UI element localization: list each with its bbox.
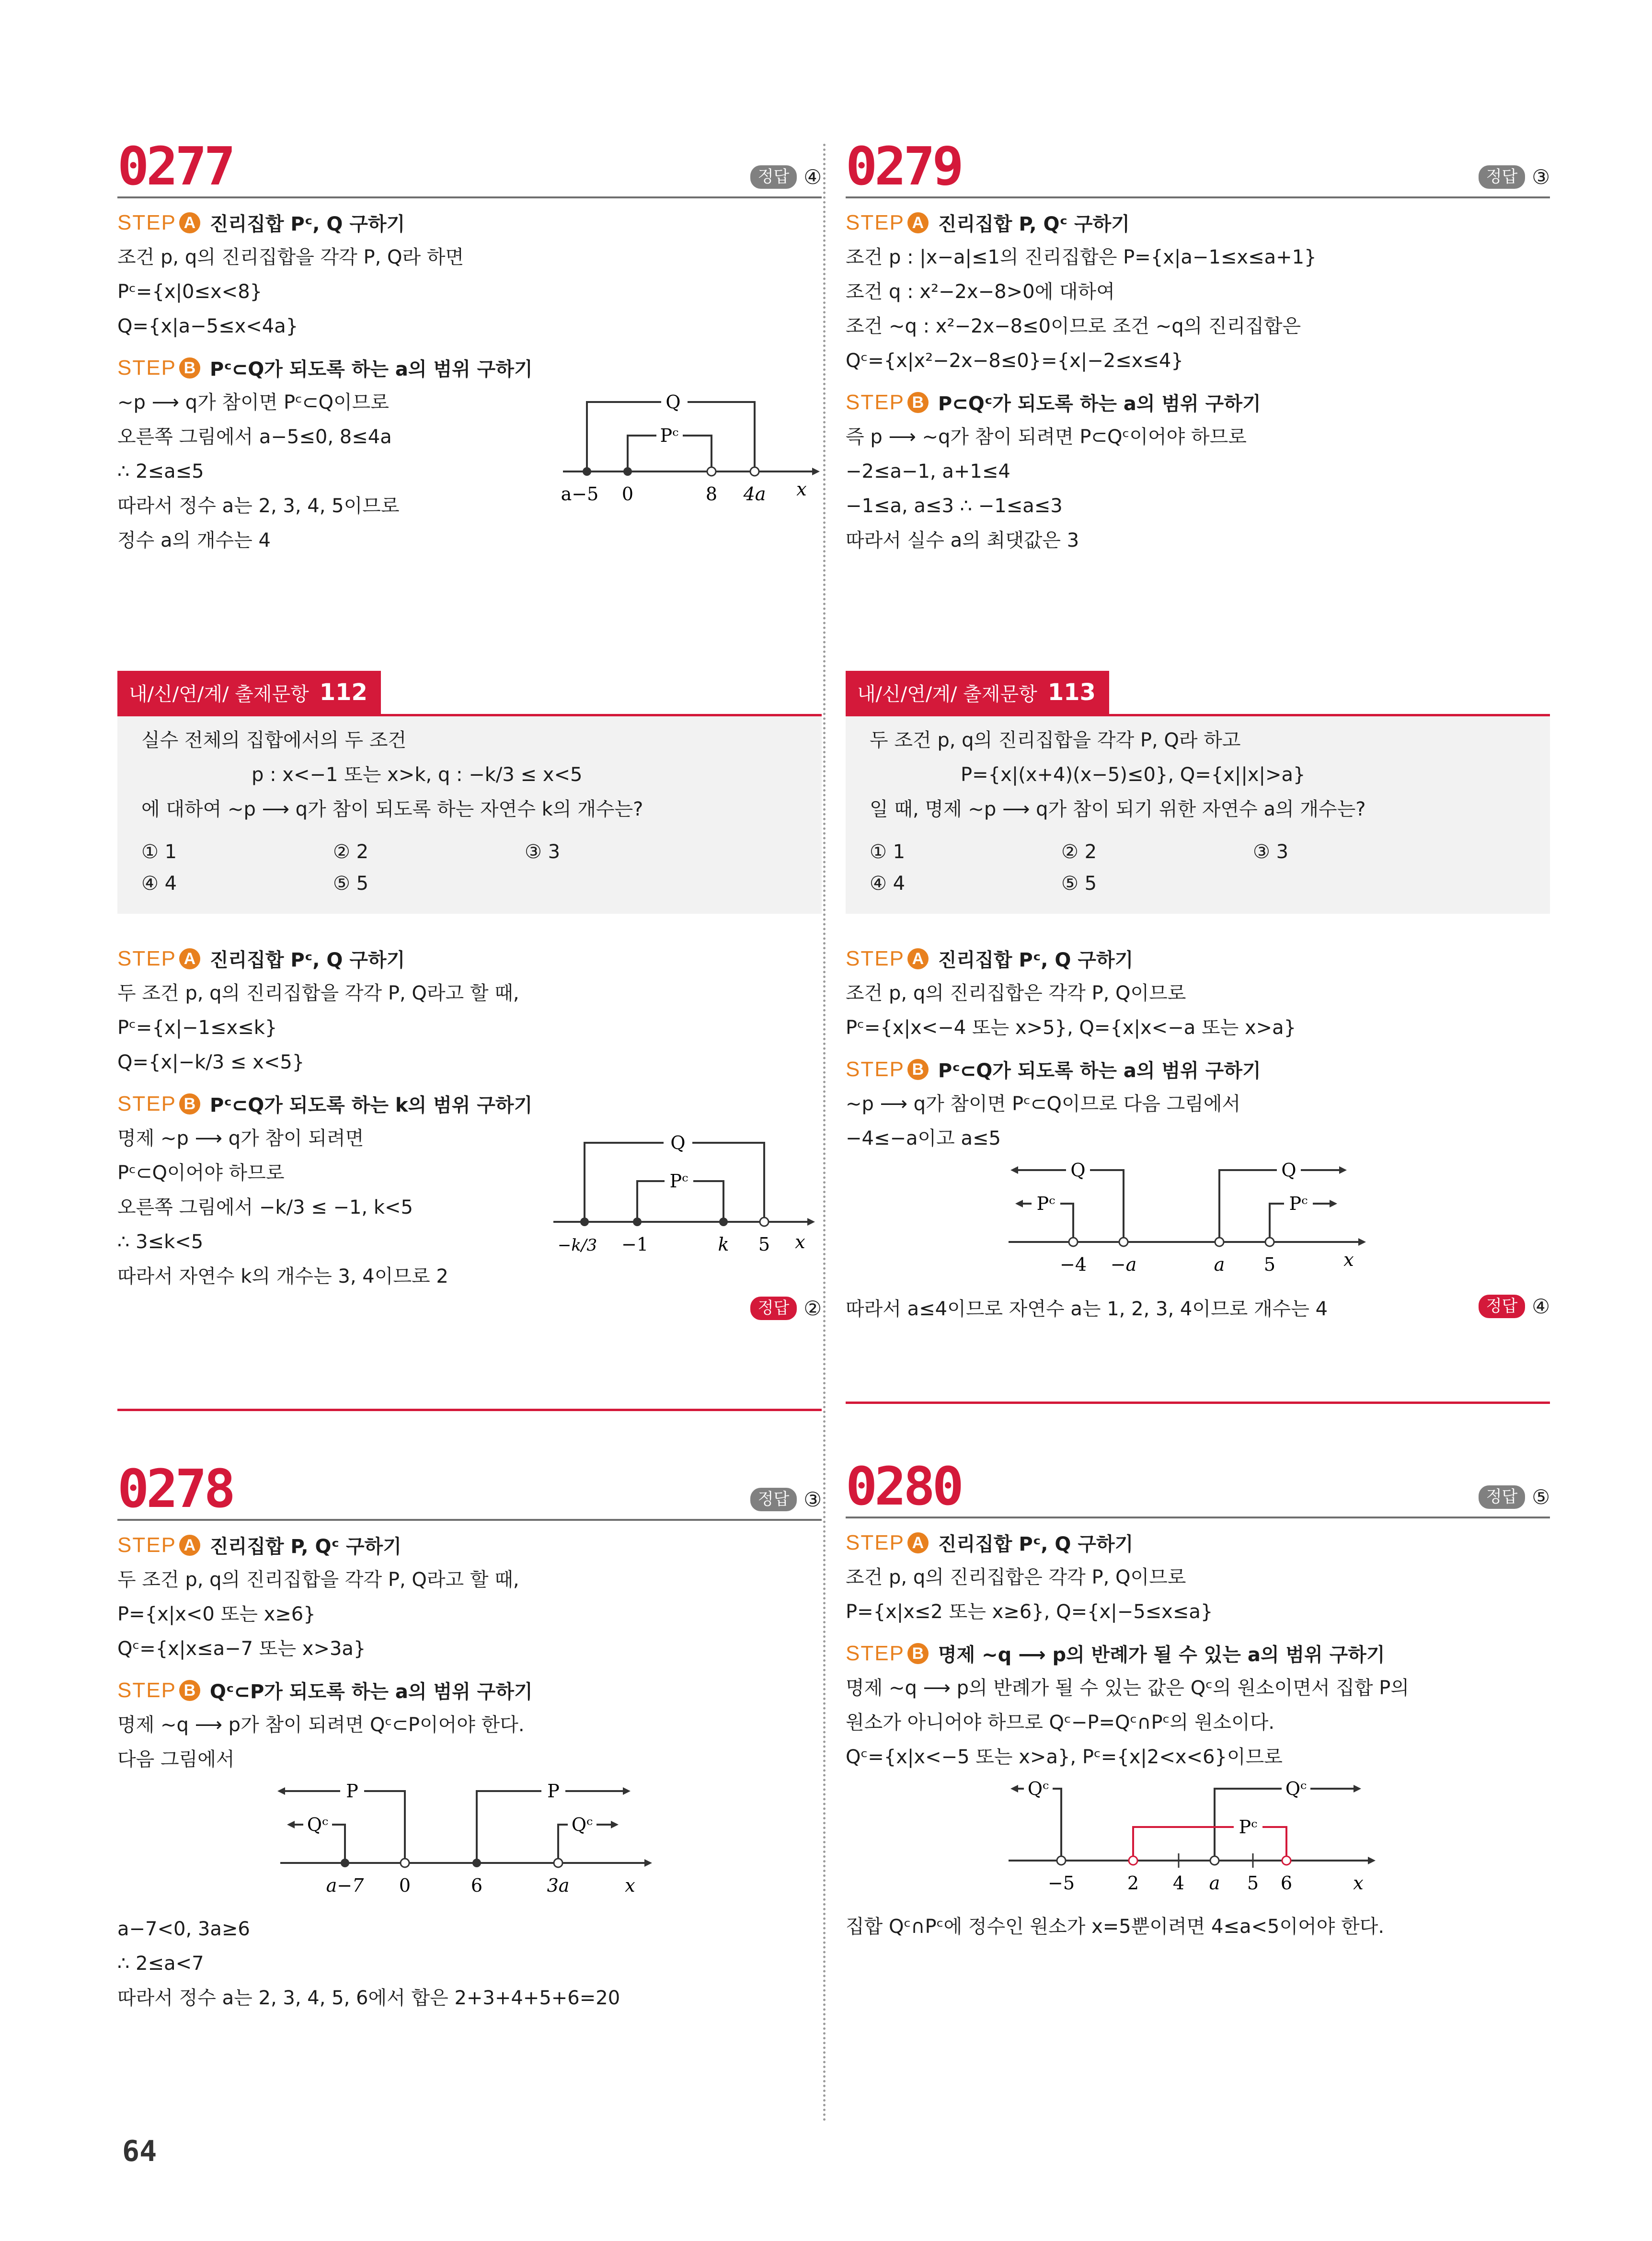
step-a-body (117, 976, 822, 1080)
solution-line: Pᶜ={x|−1≤x≤k} (117, 1017, 277, 1039)
step-title: 진리집합 Pᶜ, Q 구하기 (938, 949, 1134, 971)
step-tag: STEP B (117, 1678, 200, 1702)
answer-value: ② (803, 1297, 822, 1320)
solution-line: Pᶜ⊂Q이어야 하므로 (117, 1162, 285, 1184)
set-pc-label: Pᶜ (660, 425, 679, 446)
solution-line: 따라서 실수 a의 최댓값은 3 (846, 529, 1079, 552)
solution-113 (846, 934, 1550, 1326)
step-b-body (117, 385, 822, 558)
step-b-heading (117, 354, 822, 381)
box-header (117, 671, 822, 716)
solution-line: 오른쪽 그림에서 a−5≤0, 8≤4a (117, 426, 392, 448)
choice[interactable]: ③ 3 (525, 841, 561, 863)
conclusion (846, 1292, 1550, 1326)
set-pc-label: Pᶜ (1289, 1193, 1308, 1214)
step-a-heading (117, 945, 822, 972)
answer-indicator (750, 1488, 822, 1511)
problem-header (846, 137, 1550, 198)
choice[interactable]: ④ 4 (141, 873, 177, 895)
question-line: 두 조건 p, q의 진리집합을 각각 P, Q라 하고 (870, 729, 1241, 751)
page-number: 64 (122, 2135, 157, 2168)
tick-label: k (718, 1234, 729, 1255)
solution-line: 다음 그림에서 (117, 1748, 235, 1770)
set-pc-label: Pᶜ (669, 1171, 688, 1192)
number-line-diagram (1004, 1774, 1550, 1906)
tick-label: −a (1110, 1254, 1137, 1275)
set-p-label: P (346, 1781, 358, 1802)
step-tag: STEP B (846, 391, 929, 414)
solution-line: 명제 ~q ⟶ p의 반례가 될 수 있는 값은 Qᶜ의 원소이면서 집합 P의 (846, 1677, 1410, 1699)
solution-line: Qᶜ={x|x≤a−7 또는 x>3a} (117, 1638, 366, 1660)
step-title: Pᶜ⊂Q가 되도록 하는 a의 범위 구하기 (209, 358, 533, 380)
solution-line: 따라서 a≤4이므로 자연수 a는 1, 2, 3, 4이므로 개수는 4 (846, 1298, 1328, 1320)
solution-line: 따라서 자연수 k의 개수는 3, 4이므로 2 (117, 1265, 448, 1287)
solution-line: ∴ 3≤k<5 (117, 1231, 204, 1253)
divider (846, 1402, 1550, 1404)
step-tag: STEP A (117, 1533, 200, 1557)
step-title: 명제 ~q ⟶ p의 반례가 될 수 있는 a의 범위 구하기 (938, 1644, 1385, 1666)
step-letter-icon: A (179, 212, 200, 233)
step-a-heading (846, 945, 1550, 972)
choices (141, 836, 798, 899)
step-tag: STEP A (846, 211, 929, 235)
step-tag: STEP B (846, 1642, 929, 1666)
axis-label: x (795, 1231, 805, 1253)
answer-badge: 정답 (750, 1488, 797, 1511)
tick-label: 6 (1280, 1873, 1293, 1894)
solution-line: 조건 p, q의 진리집합은 각각 P, Q이므로 (846, 1566, 1186, 1588)
solution-line: 따라서 정수 a는 2, 3, 4, 5, 6에서 합은 2+3+4+5+6=20 (117, 1987, 620, 2009)
question-line: 에 대하여 ~p ⟶ q가 참이 되도록 하는 자연수 k의 개수는? (141, 798, 643, 820)
solution-line: 조건 p, q의 진리집합을 각각 P, Q라 하면 (117, 246, 464, 268)
problem-0279 (846, 137, 1550, 558)
tick-label: 0 (621, 483, 634, 505)
number-line-diagram (1004, 1156, 1550, 1287)
solution-line: Q={x|a−5≤x<4a} (117, 315, 298, 337)
tick-label: −4 (1059, 1254, 1087, 1275)
set-qc-label: Qᶜ (307, 1814, 329, 1835)
tick-label: 0 (399, 1875, 411, 1896)
answer-indicator (750, 165, 822, 189)
answer-value: ⑤ (1532, 1486, 1550, 1508)
solution-line: Q={x|−k/3 ≤ x<5} (117, 1051, 305, 1073)
step-letter-icon: B (179, 357, 200, 379)
solution-line: 명제 ~q ⟶ p가 참이 되려면 Qᶜ⊂P이어야 한다. (117, 1714, 525, 1736)
problem-0277 (117, 137, 822, 558)
step-title: P⊂Qᶜ가 되도록 하는 a의 범위 구하기 (938, 393, 1261, 415)
answer-value: ③ (803, 1488, 822, 1511)
number-line-diagram (544, 1121, 822, 1276)
step-letter-icon: B (907, 1059, 929, 1080)
solution-line: 오른쪽 그림에서 −k/3 ≤ −1, k<5 (117, 1196, 413, 1218)
tick-label: −1 (621, 1234, 649, 1255)
conclusion (846, 1909, 1550, 1944)
choice[interactable]: ② 2 (333, 841, 369, 863)
number-line-diagram (553, 385, 822, 517)
solution-line: 즉 p ⟶ ~q가 참이 되려면 P⊂Qᶜ이어야 하므로 (846, 426, 1247, 448)
step-a-heading (117, 209, 822, 236)
choices (870, 836, 1526, 899)
solution-line: 두 조건 p, q의 진리집합을 각각 P, Q라고 할 때, (117, 982, 519, 1004)
problem-header (117, 137, 822, 198)
answer-badge: 정답 (1479, 1295, 1526, 1318)
solution-line: P={x|x≤2 또는 x≥6}, Q={x|−5≤x≤a} (846, 1601, 1213, 1623)
solution-line: 원소가 아니어야 하므로 Qᶜ−P=Qᶜ∩Pᶜ의 원소이다. (846, 1712, 1275, 1734)
problem-0280 (846, 1457, 1550, 1944)
tick-label: a−5 (561, 483, 599, 505)
solution-line: −4≤−a이고 a≤5 (846, 1127, 1001, 1149)
tick-label: 4 (1172, 1873, 1185, 1894)
related-problem-box-113 (846, 671, 1550, 914)
tick-label: −k/3 (557, 1236, 597, 1255)
answer-indicator (1479, 1485, 1550, 1509)
solution-line: 명제 ~p ⟶ q가 참이 되려면 (117, 1127, 364, 1149)
set-qc-label: Qᶜ (1285, 1778, 1307, 1799)
set-qc-label: Qᶜ (571, 1814, 593, 1835)
solution-line: Pᶜ={x|0≤x<8} (117, 281, 263, 303)
step-a-body (846, 1560, 1550, 1629)
step-a-heading (117, 1531, 822, 1559)
step-tag: STEP B (117, 356, 200, 380)
problem-number: 0278 (117, 1458, 233, 1519)
step-b-heading (117, 1090, 822, 1117)
answer-value: ④ (1532, 1295, 1550, 1318)
solution-line: 조건 p, q의 진리집합은 각각 P, Q이므로 (846, 982, 1186, 1004)
solution-line: 정수 a의 개수는 4 (117, 529, 271, 552)
step-tag: STEP A (117, 947, 200, 971)
step-letter-icon: A (907, 212, 929, 233)
step-tag: STEP B (846, 1057, 929, 1081)
tick-label: 2 (1127, 1873, 1139, 1894)
solution-line: 따라서 정수 a는 2, 3, 4, 5이므로 (117, 495, 400, 517)
tick-label: a (1209, 1873, 1220, 1894)
step-title: 진리집합 Pᶜ, Q 구하기 (209, 213, 405, 235)
step-a-body (117, 1563, 822, 1666)
answer-indicator (1479, 165, 1550, 189)
step-letter-icon: B (179, 1680, 200, 1701)
answer-indicator (1479, 1295, 1550, 1318)
set-qc-label: Qᶜ (1027, 1778, 1049, 1799)
choice[interactable]: ⑤ 5 (333, 873, 369, 895)
problem-header (846, 1457, 1550, 1518)
step-title: Qᶜ⊂P가 되도록 하는 a의 범위 구하기 (209, 1681, 533, 1703)
set-pc-label: Pᶜ (1239, 1816, 1258, 1838)
answer-badge: 정답 (1479, 1485, 1526, 1509)
tick-label: 3a (547, 1875, 570, 1896)
tick-label: 6 (470, 1875, 483, 1896)
step-a-heading (846, 1529, 1550, 1556)
box-number: 112 (319, 679, 367, 706)
step-tag: STEP A (846, 947, 929, 971)
step-letter-icon: B (179, 1093, 200, 1115)
step-a-body (846, 240, 1550, 378)
step-tag: STEP A (846, 1531, 929, 1555)
question-line: 일 때, 명제 ~p ⟶ q가 참이 되기 위한 자연수 a의 개수는? (870, 798, 1366, 820)
related-problem-box-112 (117, 671, 822, 914)
set-q-label: Q (670, 1132, 686, 1153)
solution-line: ~p ⟶ q가 참이면 Pᶜ⊂Q이므로 (117, 391, 389, 414)
solution-line: a−7<0, 3a≥6 (117, 1918, 250, 1940)
divider (117, 1409, 822, 1411)
step-b-heading (117, 1677, 822, 1704)
axis-label: x (796, 479, 807, 500)
solution-line: ~p ⟶ q가 참이면 Pᶜ⊂Q이므로 다음 그림에서 (846, 1093, 1241, 1115)
solution-line: 조건 ~q : x²−2x−8≤0이므로 조건 ~q의 진리집합은 (846, 315, 1301, 337)
answer-indicator (117, 1297, 822, 1320)
tick-label: 4a (743, 483, 766, 505)
tick-label: 8 (705, 483, 718, 505)
step-a-body (846, 976, 1550, 1045)
answer-badge: 정답 (750, 165, 797, 189)
box-body (117, 716, 822, 914)
tick-label: 5 (1263, 1254, 1276, 1275)
choice[interactable]: ③ 3 (1253, 841, 1289, 863)
problem-number: 0279 (846, 136, 961, 197)
solution-line: 조건 q : x²−2x−8>0에 대하여 (846, 281, 1115, 303)
tick-label: 5 (1247, 1873, 1259, 1894)
tick-label: a (1214, 1254, 1225, 1275)
answer-badge: 정답 (1479, 165, 1526, 189)
step-b-body (846, 1087, 1550, 1156)
choice[interactable]: ④ 4 (870, 873, 906, 895)
step-letter-icon: A (179, 948, 200, 969)
problem-number: 0280 (846, 1456, 961, 1517)
answer-value: ③ (1532, 166, 1550, 188)
step-title: Pᶜ⊂Q가 되도록 하는 a의 범위 구하기 (938, 1060, 1261, 1082)
tick-label: −5 (1047, 1873, 1075, 1894)
number-line-diagram (275, 1777, 822, 1908)
axis-label: x (1353, 1873, 1364, 1894)
answer-value: ④ (803, 166, 822, 188)
step-letter-icon: A (907, 948, 929, 969)
solution-line: −2≤a−1, a+1≤4 (846, 460, 1010, 483)
step-a-body (117, 240, 822, 344)
set-q-label: Q (665, 391, 681, 413)
solution-line: −1≤a, a≤3 ∴ −1≤a≤3 (846, 495, 1063, 517)
axis-label: x (625, 1875, 635, 1896)
tick-label: a−7 (326, 1875, 364, 1896)
step-title: 진리집합 P, Qᶜ 구하기 (938, 213, 1130, 235)
problem-number: 0277 (117, 136, 233, 197)
step-tag: STEP A (117, 211, 200, 235)
box-number: 113 (1047, 679, 1096, 706)
step-b-heading (846, 1056, 1550, 1083)
answer-badge: 정답 (750, 1297, 797, 1320)
axis-label: x (1343, 1249, 1354, 1270)
column-divider (823, 144, 826, 2123)
box-body (846, 716, 1550, 914)
box-tag: 내/신/연/계/ 출제문항 112 (117, 671, 381, 714)
choice[interactable]: ① 1 (870, 841, 906, 863)
solution-line: Qᶜ={x|x<−5 또는 x>a}, Pᶜ={x|2<x<6}이므로 (846, 1746, 1283, 1768)
solution-line: Qᶜ={x|x²−2x−8≤0}={x|−2≤x≤4} (846, 350, 1183, 372)
step-b-heading (846, 1640, 1550, 1667)
set-pc-label: Pᶜ (1036, 1193, 1055, 1214)
step-b-body (117, 1708, 822, 1777)
step-b-body (846, 420, 1550, 558)
choice[interactable]: ① 1 (141, 841, 177, 863)
step-a-heading (846, 209, 1550, 236)
set-q-label: Q (1070, 1160, 1086, 1181)
problem-header (117, 1459, 822, 1521)
choice[interactable]: ② 2 (1061, 841, 1097, 863)
choice[interactable]: ⑤ 5 (1061, 873, 1097, 895)
box-tag: 내/신/연/계/ 출제문항 113 (846, 671, 1109, 714)
step-title: 진리집합 Pᶜ, Q 구하기 (209, 949, 405, 971)
solution-line: ∴ 2≤a≤5 (117, 460, 204, 483)
step-letter-icon: A (907, 1532, 929, 1553)
solution-line: 조건 p : |x−a|≤1의 진리집합은 P={x|a−1≤x≤a+1} (846, 246, 1317, 268)
set-p-label: P (547, 1781, 560, 1802)
solution-line: 집합 Qᶜ∩Pᶜ에 정수인 원소가 x=5뿐이려면 4≤a<5이어야 한다. (846, 1916, 1385, 1938)
step-b-heading (846, 389, 1550, 416)
conclusion (117, 1912, 822, 2015)
step-tag: STEP B (117, 1092, 200, 1116)
solution-line: Pᶜ={x|x<−4 또는 x>5}, Q={x|x<−a 또는 x>a} (846, 1017, 1296, 1039)
tick-label: 5 (758, 1234, 770, 1255)
step-b-body (117, 1121, 822, 1294)
box-header (846, 671, 1550, 716)
step-b-body (846, 1671, 1550, 1774)
step-letter-icon: B (907, 1643, 929, 1664)
question-line: P={x|(x+4)(x−5)≤0}, Q={x||x|>a} (961, 764, 1306, 786)
step-title: 진리집합 P, Qᶜ 구하기 (209, 1536, 402, 1558)
solution-line: P={x|x<0 또는 x≥6} (117, 1603, 316, 1625)
solution-line: 두 조건 p, q의 진리집합을 각각 P, Q라고 할 때, (117, 1569, 519, 1591)
question-line: 실수 전체의 집합에서의 두 조건 (141, 729, 407, 751)
step-letter-icon: B (907, 392, 929, 413)
solution-line: ∴ 2≤a<7 (117, 1953, 204, 1975)
set-q-label: Q (1281, 1160, 1296, 1181)
step-letter-icon: A (179, 1535, 200, 1556)
step-title: Pᶜ⊂Q가 되도록 하는 k의 범위 구하기 (209, 1094, 533, 1116)
problem-0278 (117, 1459, 822, 2015)
step-title: 진리집합 Pᶜ, Q 구하기 (938, 1533, 1134, 1555)
solution-112 (117, 934, 822, 1320)
question-line: p : x<−1 또는 x>k, q : −k/3 ≤ x<5 (252, 764, 583, 786)
